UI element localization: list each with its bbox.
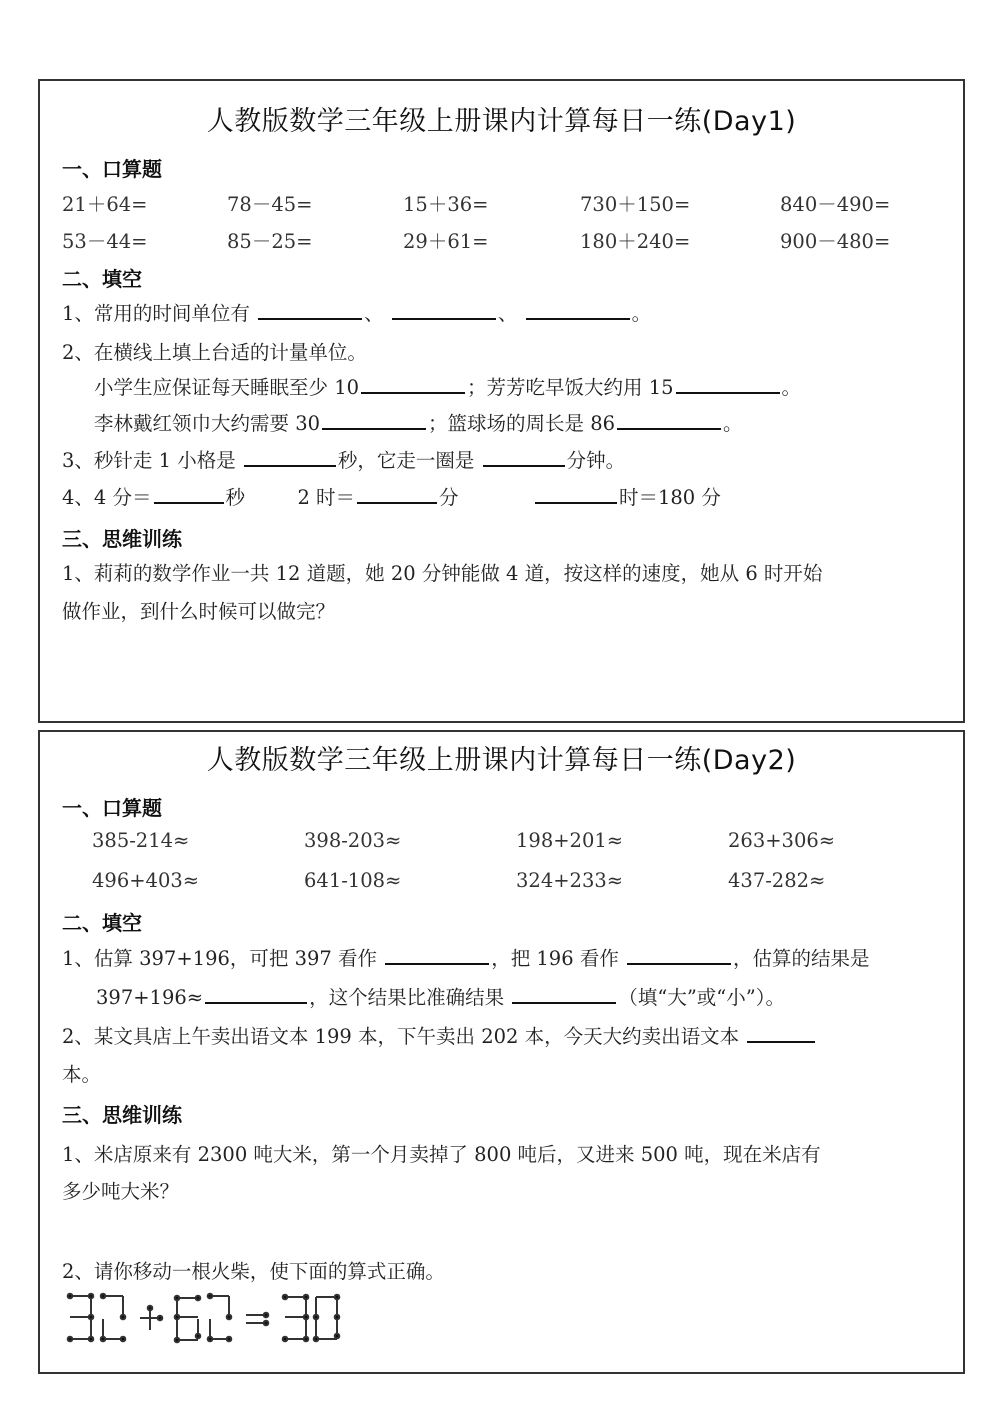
estimate-item: 385-214≈: [92, 829, 190, 852]
question-text: 4、4 分＝: [62, 486, 152, 509]
estimate-item: 263+306≈: [728, 829, 836, 852]
estimate-item: 398-203≈: [304, 829, 402, 852]
answer-blank[interactable]: [676, 372, 780, 394]
question-text: 分: [439, 486, 459, 509]
estimate-item: 437-282≈: [728, 869, 826, 892]
matchstick-digit-3: [283, 1295, 309, 1342]
question-units-stem: 2、在横线上填上台适的计量单位。: [62, 341, 367, 364]
calc-item: 180＋240=: [580, 230, 691, 253]
answer-blank[interactable]: [535, 482, 617, 504]
calc-item: 730＋150=: [580, 193, 691, 216]
section-heading-thinking: 三、思维训练: [62, 527, 182, 551]
question-text: ，把 196 看作: [491, 947, 619, 970]
answer-blank[interactable]: [483, 445, 565, 467]
matchstick-digit-2: [101, 1294, 126, 1342]
answer-blank[interactable]: [357, 482, 437, 504]
question-text: 小学生应保证每天睡眠至少 10: [94, 376, 360, 399]
calc-item: 900－480=: [780, 230, 891, 253]
calc-item: 29＋61=: [403, 230, 489, 253]
estimate-item: 198+201≈: [516, 829, 624, 852]
answer-blank[interactable]: [512, 982, 616, 1004]
question-text: 1、估算 397+196，可把 397 看作: [62, 947, 377, 970]
calc-item: 53－44=: [62, 230, 148, 253]
matchstick-equals: [246, 1313, 268, 1326]
question-text: ；芳芳吃早饭大约用 15: [467, 376, 674, 399]
estimate-item: 496+403≈: [92, 869, 200, 892]
matchstick-plus: [140, 1306, 162, 1330]
question-text: ；篮球场的周长是 86: [428, 412, 616, 435]
answer-blank[interactable]: [617, 408, 721, 430]
section-heading-oral-calc: 一、口算题: [62, 796, 162, 820]
question-text: 秒，它走一圈是: [337, 449, 475, 472]
question-stationery-line1: [62, 1021, 817, 1049]
section-heading-fill-blank: 二、填空: [62, 911, 142, 935]
section-heading-thinking: 三、思维训练: [62, 1103, 182, 1127]
calc-item: 840－490=: [780, 193, 891, 216]
word-problem-line: 1、莉莉的数学作业一共 12 道题，她 20 分钟能做 4 道，按这样的速度，她从 6 时开始: [62, 562, 823, 585]
word-problem-line: 1、米店原来有 2300 吨大米，第一个月卖掉了 800 吨后，又进来 500 吨，现在米店有: [62, 1143, 821, 1166]
estimate-item: 324+233≈: [516, 869, 624, 892]
question-text: 2 时＝: [297, 486, 356, 509]
section-heading-fill-blank: 二、填空: [62, 267, 142, 291]
question-text: 3、秒针走 1 小格是: [62, 449, 236, 472]
word-problem-line: 多少吨大米？: [62, 1180, 180, 1203]
word-problem-line: 做作业，到什么时候可以做完？: [62, 600, 336, 623]
matchstick-diagram: [62, 1286, 352, 1350]
matchstick-question: 2、请你移动一根火柴，使下面的算式正确。: [62, 1260, 445, 1283]
separator: 。: [723, 412, 743, 435]
calc-item: 85－25=: [227, 230, 313, 253]
matchstick-digit-6: [175, 1296, 201, 1343]
answer-blank[interactable]: [322, 408, 426, 430]
answer-blank[interactable]: [258, 298, 362, 320]
question-unit-conversion: [62, 482, 721, 510]
question-text: ，估算的结果是: [733, 947, 870, 970]
question-text: 李林戴红领巾大约需要 30: [94, 412, 321, 435]
answer-blank[interactable]: [747, 1021, 815, 1043]
separator: 、: [364, 302, 384, 325]
matchstick-digit-3: [68, 1294, 94, 1342]
question-text: 时＝180 分: [618, 486, 721, 509]
question-time-units: [62, 298, 651, 326]
worksheet-title: 人教版数学三年级上册课内计算每日一练(Day2): [206, 745, 797, 776]
question-units-line2: [94, 408, 743, 436]
question-text: 分钟。: [566, 449, 626, 472]
separator: 、: [497, 302, 518, 325]
calc-item: 21＋64=: [62, 193, 148, 216]
question-estimate-line2: [96, 982, 785, 1010]
calc-item: 78－45=: [227, 193, 313, 216]
question-second-hand: [62, 445, 625, 473]
separator: 。: [781, 376, 802, 399]
question-text: 397+196≈: [96, 986, 204, 1009]
answer-blank[interactable]: [244, 445, 336, 467]
question-text: ，这个结果比准确结果: [309, 986, 505, 1009]
answer-blank[interactable]: [526, 298, 630, 320]
question-stationery-line2: 本。: [62, 1063, 102, 1086]
question-estimate-line1: [62, 943, 870, 971]
calc-item: 15＋36=: [403, 193, 489, 216]
worksheet-day1: [38, 79, 965, 723]
worksheet-day2: [38, 730, 965, 1374]
question-text: 秒: [225, 486, 246, 509]
matchstick-digit-0: [314, 1295, 340, 1342]
estimate-item: 641-108≈: [304, 869, 402, 892]
section-heading-oral-calc: 一、口算题: [62, 157, 162, 181]
question-text: 1、常用的时间单位有: [62, 302, 250, 325]
answer-blank[interactable]: [205, 982, 307, 1004]
answer-blank[interactable]: [385, 943, 489, 965]
matchstick-digit-2: [208, 1294, 232, 1342]
answer-blank[interactable]: [361, 372, 465, 394]
question-text: （填“大”或“小”）。: [618, 986, 785, 1009]
answer-blank[interactable]: [392, 298, 496, 320]
worksheet-title: 人教版数学三年级上册课内计算每日一练(Day1): [206, 106, 797, 137]
separator: 。: [631, 302, 652, 325]
question-text: 2、某文具店上午卖出语文本 199 本，下午卖出 202 本，今天大约卖出语文本: [62, 1025, 740, 1048]
answer-blank[interactable]: [154, 482, 224, 504]
question-units-line1: [94, 372, 801, 400]
matchstick-equation: [62, 1286, 352, 1350]
answer-blank[interactable]: [627, 943, 731, 965]
